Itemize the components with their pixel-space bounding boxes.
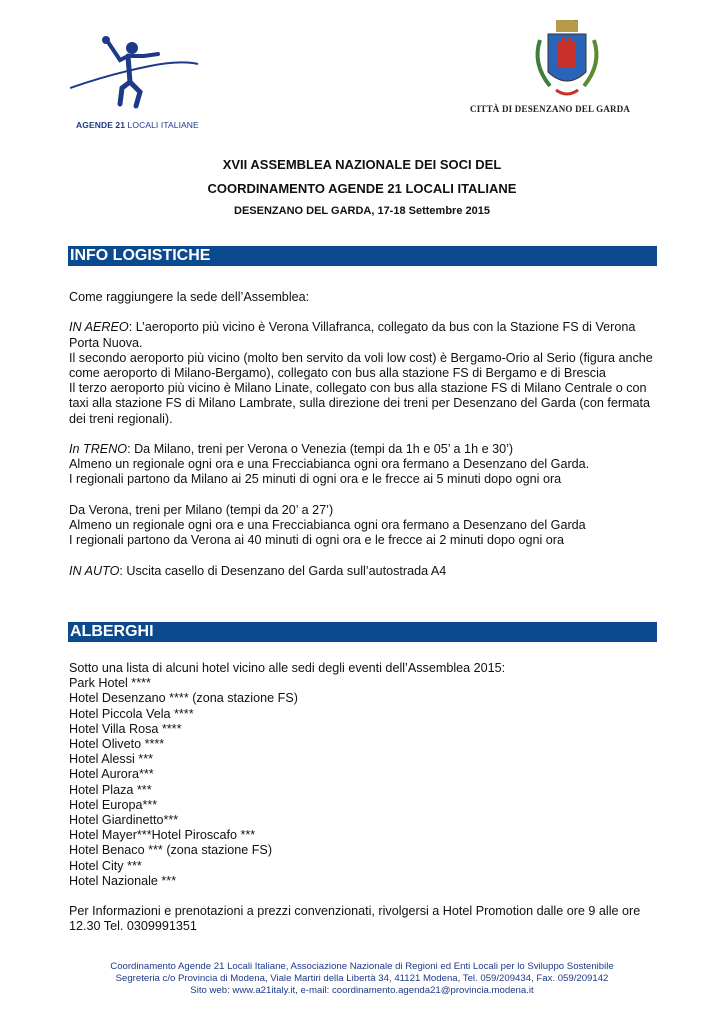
info-logistiche-body [69,290,661,579]
hotel-list-item: Hotel Desenzano **** (zona stazione FS) [69,691,298,706]
hotel-list-item: Hotel Mayer***Hotel Piroscafo *** [69,828,256,843]
treno-paragraph: In TRENO: Da Milano, treni per Verona o Venezia (tempi da 1h e 05’ a 1h e 30’) [69,442,514,456]
title-line-1: XVII ASSEMBLEA NAZIONALE DEI SOCI DEL [222,157,502,172]
treno-paragraph-2: Almeno un regionale ogni ora e una Frecciabianca ogni ora fermano a Desenzano del Garda. [69,457,590,472]
footer-line-2: Segreteria c/o Provincia di Modena, Viale Martiri della Libertà 34, 41121 Modena, Tel. 059/209434, Fax. 059/209142 [115,973,609,984]
agende21-logo-caption: AGENDE 21 LOCALI ITALIANE [76,120,199,130]
auto-paragraph: IN AUTO: Uscita casello di Desenzano del Garda sull’autostrada A4 [69,563,447,578]
info-logistiche-heading: INFO LOGISTICHE [68,246,657,266]
hotel-list-item: Hotel Piccola Vela **** [69,706,194,721]
aereo-paragraph: IN AEREO: L’aeroporto più vicino è Verona Villafranca, collegato da bus con la Stazione FS di Verona Porta Nuova. [69,320,636,350]
footer-line-1: Coordinamento Agende 21 Locali Italiane, Associazione Nazionale di Regioni ed Enti Locali per lo Sviluppo Sostenibile [110,961,614,972]
hotels-booking-info: Per Informazioni e prenotazioni a prezzi convenzionati, rivolgersi a Hotel Promotion dalle ore 9 alle ore 12.30 Tel. 0309991351 [69,904,641,934]
verona-paragraph-1: Da Verona, treni per Milano (tempi da 20’ a 27’) [69,502,334,517]
aereo-paragraph-2: Il secondo aeroporto più vicino (molto ben servito da voli low cost) è Bergamo-Orio al Serio (figura anche come aeroporto di Milano-Bergamo), collegato con bus alla stazione FS di Bergamo e di Brescia [69,350,653,380]
footer-line-3: Sito web: www.a21italy.it, e-mail: coordinamento.agenda21@provincia.modena.it [190,985,534,996]
hotel-list-item: Hotel Nazionale *** [69,873,177,888]
title-line-2: COORDINAMENTO AGENDE 21 LOCALI ITALIANE [207,181,517,196]
hotel-list-item: Hotel Oliveto **** [69,737,165,752]
hotel-list-item: Hotel Alessi *** [69,752,153,767]
hotel-list-item: Hotel City *** [69,858,142,873]
verona-paragraph-3: I regionali partono da Verona ai 40 minuti di ogni ora e le frecce ai 2 minuti dopo ogni ora [69,533,564,548]
hotel-list-item: Hotel Giardinetto*** [69,813,179,828]
info-intro: Come raggiungere la sede dell’Assemblea: [69,290,310,304]
event-date-line: DESENZANO DEL GARDA, 17-18 Settembre 2015 [234,205,490,217]
treno-paragraph-3: I regionali partono da Milano ai 25 minuti di ogni ora e le frecce ai 5 minuti dopo ogni ora [69,472,562,487]
hotel-list-item: Hotel Benaco *** (zona stazione FS) [69,843,273,858]
hotel-list-item: Park Hotel **** [69,676,151,691]
alberghi-heading: ALBERGHI [68,622,657,642]
alberghi-body [69,661,661,935]
aereo-paragraph-3: Il terzo aeroporto più vicino è Milano Linate, collegato con bus alla stazione FS di Milano Centrale o con taxi alla stazione FS di Milano Lambrate, sulla direzione dei treni per Desenzano del Garda (con fermata dei treni regionali). [69,381,651,426]
hotel-list-item: Hotel Aurora*** [69,767,154,782]
footer [0,961,724,997]
hotel-list-item: Hotel Plaza *** [69,782,152,797]
verona-paragraph-2: Almeno un regionale ogni ora e una Frecciabianca ogni ora fermano a Desenzano del Garda [69,518,586,532]
hotel-list-item: Hotel Villa Rosa **** [69,721,182,736]
desenzano-caption: CITTÀ DI DESENZANO DEL GARDA [470,104,631,114]
hotel-list-item: Hotel Europa*** [69,797,158,812]
desenzano-coat-of-arms [528,20,606,104]
hotels-intro: Sotto una lista di alcuni hotel vicino alle sedi degli eventi dell’Assemblea 2015: [69,661,506,675]
